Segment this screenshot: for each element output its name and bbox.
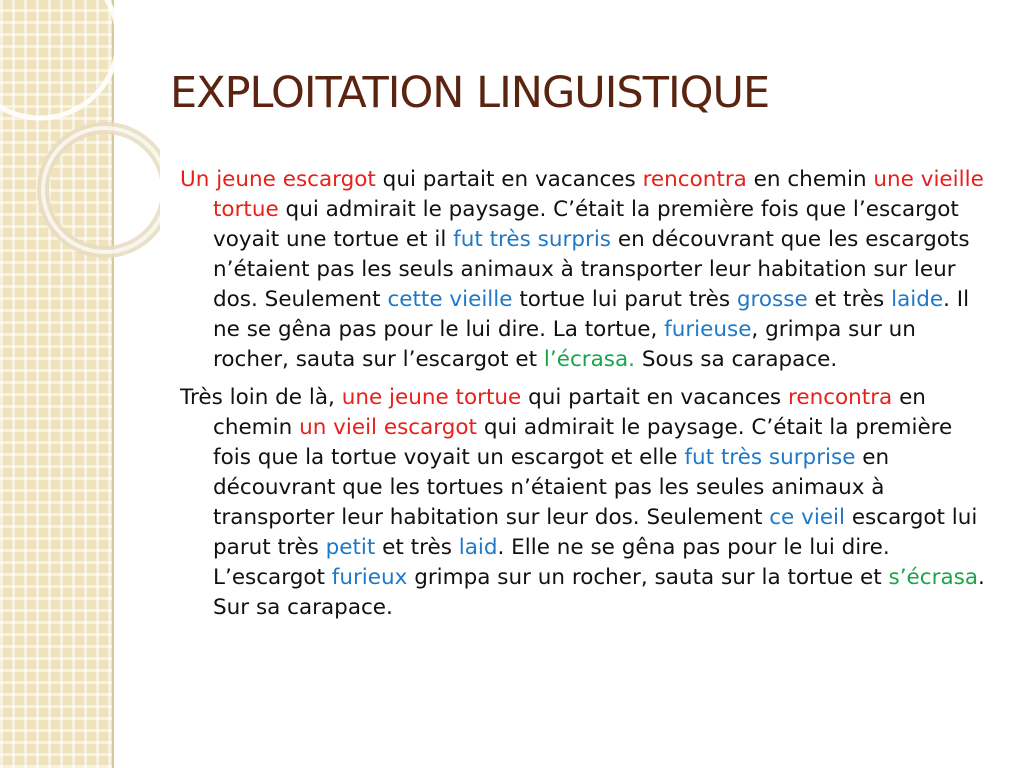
text-segment: qui partait en vacances — [375, 167, 643, 192]
text-segment: . Sur sa carapace. — [213, 565, 985, 620]
text-segment: l’écrasa. — [543, 347, 635, 372]
text-segment: rencontra — [787, 385, 893, 410]
text-segment: rencontra — [642, 167, 747, 192]
text-segment: fut très surpris — [453, 227, 612, 252]
text-segment: . Il ne se gêna pas pour le lui dire. La tortue, — [213, 287, 970, 342]
slide-title: EXPLOITATION LINGUISTIQUE — [170, 68, 770, 118]
text-segment: petit — [325, 535, 376, 560]
text-segment: en chemin — [746, 167, 874, 192]
text-segment: qui admirait le paysage. C’était la première fois que l’escargot voyait une tortue et il — [213, 197, 959, 252]
text-segment: Sous sa carapace. — [635, 347, 838, 372]
text-segment: , grimpa sur un rocher, sauta sur l’escargot et — [213, 317, 916, 372]
text-segment: et très — [375, 535, 459, 560]
text-segment: grimpa sur un rocher, sauta sur la tortue et — [407, 565, 889, 590]
text-segment: furieux — [331, 565, 408, 590]
text-segment: s’écrasa — [888, 565, 978, 590]
text-segment: Très loin de là, — [180, 385, 342, 410]
text-segment: qui admirait le paysage. C’était la première fois que la tortue voyait un escargot et elle — [213, 415, 953, 470]
decorative-circles — [0, 0, 160, 300]
text-segment: et très — [807, 287, 892, 312]
text-segment: escargot lui parut très — [213, 505, 978, 560]
paragraph-2 — [180, 383, 995, 623]
text-segment: un vieil escargot — [299, 415, 477, 440]
text-segment: une jeune tortue — [341, 385, 522, 410]
text-segment: ce vieil — [769, 505, 845, 530]
text-segment: grosse — [736, 287, 808, 312]
text-segment: furieuse — [664, 317, 752, 342]
text-segment: en découvrant que les escargots n’étaient pas les seuls animaux à transporter leur habitation sur leur dos. Seulement — [213, 227, 970, 312]
paragraph-1 — [180, 165, 995, 375]
text-segment: laide — [891, 287, 944, 312]
slide-body — [180, 165, 995, 631]
text-segment: en découvrant que les tortues n’étaient pas les seules animaux à transporter leur habitation sur leur dos. Seulement — [213, 445, 890, 530]
text-segment: une vieille tortue — [213, 167, 984, 222]
decorative-circle-large — [0, 0, 118, 118]
text-segment: en chemin — [213, 385, 926, 440]
text-segment: Un jeune escargot — [180, 167, 376, 192]
text-segment: . Elle ne se gêna pas pour le lui dire. L’escargot — [213, 535, 890, 590]
text-segment: laid — [458, 535, 498, 560]
text-segment: cette vieille — [387, 287, 513, 312]
text-segment: fut très surprise — [684, 445, 856, 470]
text-segment: tortue lui parut très — [512, 287, 737, 312]
text-segment: qui partait en vacances — [521, 385, 788, 410]
